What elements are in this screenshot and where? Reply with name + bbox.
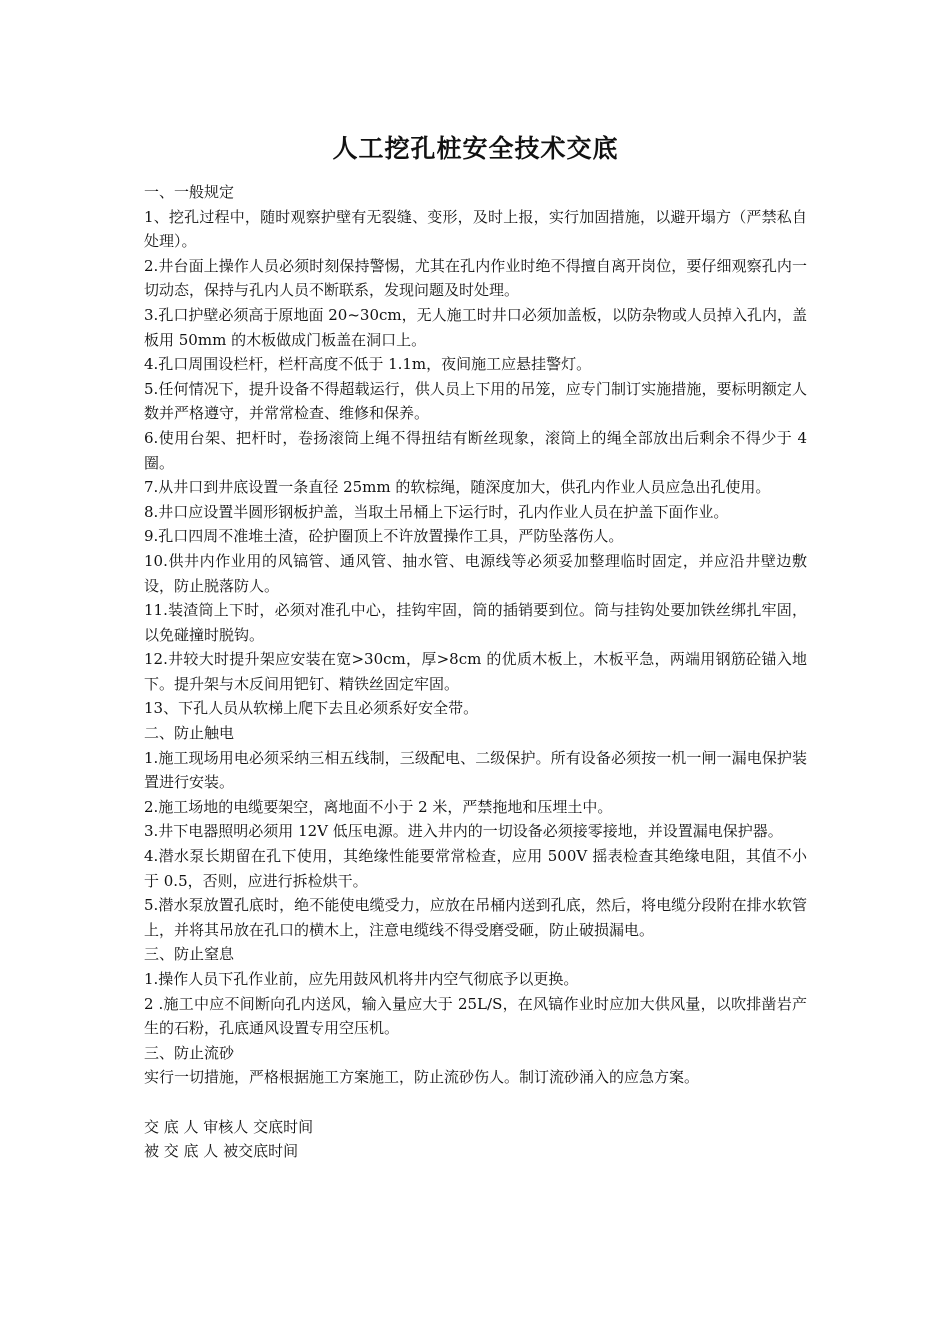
list-item: 13、下孔人员从软梯上爬下去且必须系好安全带。 <box>144 699 479 718</box>
list-item: 2.井台面上操作人员必须时刻保持警惕，尤其在孔内作业时绝不得擅自离开岗位，要仔细观察孔内一切动态，保持与孔内人员不断联系，发现问题及时处理。 <box>144 256 807 300</box>
list-item: 8.井口应设置半圆形钢板护盖，当取土吊桶上下运行时，孔内作业人员在护盖下面作业。 <box>144 502 729 521</box>
section-heading: 二、防止触电 <box>144 724 235 743</box>
spacer <box>144 1090 807 1115</box>
list-item: 2.施工场地的电缆要架空，离地面不小于 2 米，严禁拖地和压埋土中。 <box>144 797 613 816</box>
signature-line: 被 交 底 人 被交底时间 <box>144 1142 299 1161</box>
section-heading: 三、防止流砂 <box>144 1043 235 1062</box>
list-item: 4.潜水泵长期留在孔下使用，其绝缘性能要常常检查，应用 500V 摇表检查其绝缘电阻，其值不小于 0.5，否则，应进行拆检烘干。 <box>144 847 807 890</box>
list-item: 5.潜水泵放置孔底时，绝不能使电缆受力，应放在吊桶内送到孔底，然后，将电缆分段附在排水软管上，并将其吊放在孔口的横木上，注意电缆线不得受磨受砸，防止破损漏电。 <box>144 896 807 939</box>
list-item: 1.操作人员下孔作业前，应先用鼓风机将井内空气彻底予以更换。 <box>144 970 579 988</box>
document-title: 人工挖孔桩安全技术交底 <box>332 134 619 163</box>
section-heading: 一、一般规定 <box>144 183 235 201</box>
signature-line: 交 底 人 审核人 交底时间 <box>144 1117 314 1136</box>
list-item: 12.井较大时提升架应安装在宽>30cm，厚>8cm 的优质木板上，木板平急，两端用钢筋砼锚入地下。提升架与木反间用钯钉、精铁丝固定牢固。 <box>144 650 807 693</box>
list-item: 1、挖孔过程中，随时观察护壁有无裂缝、变形，及时上报，实行加固措施，以避开塌方（严禁私自处理）。 <box>144 207 807 251</box>
list-item: 9.孔口四周不准堆土渣，砼护圈顶上不许放置操作工具，严防坠落伤人。 <box>144 527 624 546</box>
list-item: 4.孔口周围设栏杆，栏杆高度不低于 1.1m，夜间施工应悬挂警灯。 <box>144 355 592 374</box>
list-item: 实行一切措施，严格根据施工方案施工，防止流砂伤人。制订流砂涌入的应急方案。 <box>144 1068 700 1087</box>
list-item: 7.从井口到井底设置一条直径 25mm 的软棕绳，随深度加大，供孔内作业人员应急出孔使用。 <box>144 478 771 497</box>
list-item: 2 .施工中应不间断向孔内送风，输入量应大于 25L/S，在风镐作业时应加大供风量，以吹排凿岩产生的石粉，孔底通风设置专用空压机。 <box>144 994 807 1038</box>
list-item: 3.井下电器照明必须用 12V 低压电源。进入井内的一切设备必须接零接地，并设置漏电保护器。 <box>144 822 783 841</box>
list-item: 6.使用台架、把杆时，卷扬滚筒上绳不得扭结有断丝现象，滚筒上的绳全部放出后剩余不得少于 4 圈。 <box>144 428 807 472</box>
list-item: 3.孔口护壁必须高于原地面 20~30cm，无人施工时井口必须加盖板，以防杂物或人员掉入孔内，盖板用 50mm 的木板做成门板盖在洞口上。 <box>144 305 807 349</box>
list-item: 5.任何情况下，提升设备不得超载运行，供人员上下用的吊笼，应专门制订实施措施，要标明额定人数并严格遵守，并常常检查、维修和保养。 <box>144 379 807 423</box>
list-item: 1.施工现场用电必须采纳三相五线制，三级配电、二级保护。所有设备必须按一机一闸一漏电保护装置进行安装。 <box>144 748 807 792</box>
document-body <box>144 180 807 1164</box>
section-heading: 三、防止窒息 <box>144 945 235 964</box>
list-item: 10.供井内作业用的风镐管、通风管、抽水管、电源线等必须妥加整理临时固定，并应沿井壁边敷设，防止脱落防人。 <box>144 551 807 595</box>
list-item: 11.装渣筒上下时，必须对准孔中心，挂钩牢固，筒的插销要到位。筒与挂钩处要加铁丝绑扎牢固，以免碰撞时脱钩。 <box>144 601 807 644</box>
